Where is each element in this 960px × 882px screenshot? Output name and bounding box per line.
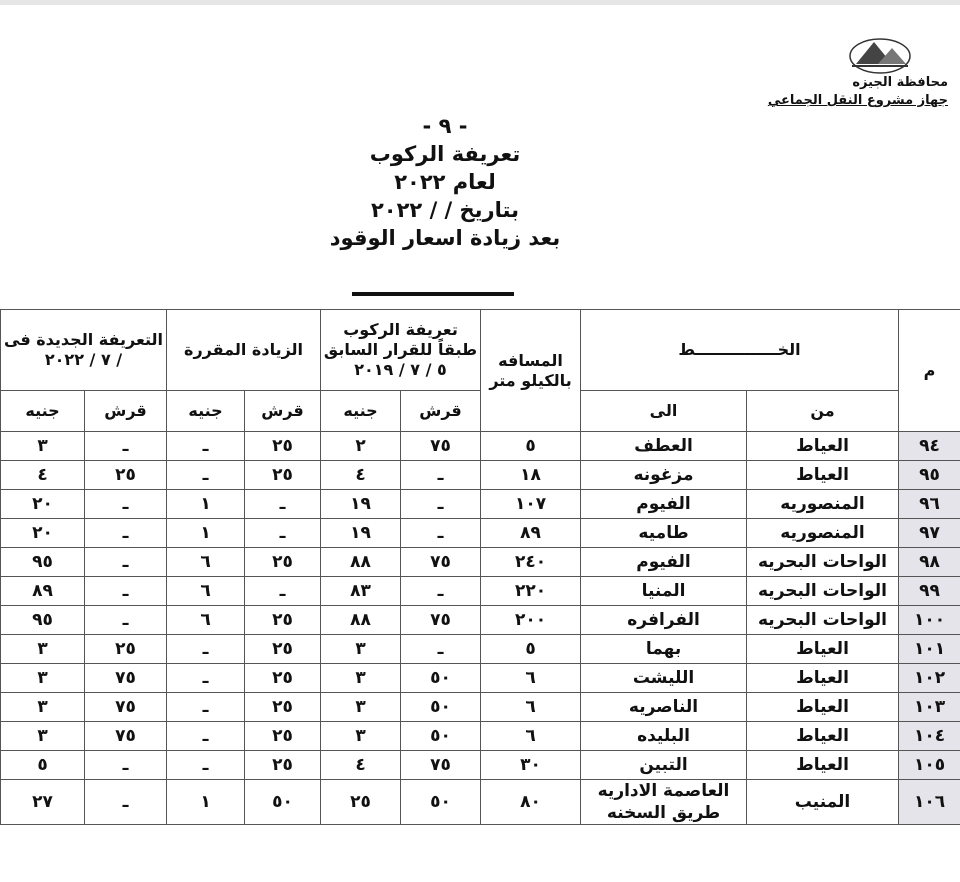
cell-to: المنيا [581, 577, 747, 606]
organization-header [768, 74, 948, 110]
cell-from: المنيب [747, 780, 899, 825]
cell-prev-piasters: ٧٥ [401, 751, 481, 780]
cell-inc-piasters: ٢٥ [245, 606, 321, 635]
cell-serial: ٩٨ [899, 548, 960, 577]
cell-inc-piasters: ٢٥ [245, 751, 321, 780]
cell-distance: ٢٤٠ [481, 548, 581, 577]
cell-inc-piasters: ٢٥ [245, 722, 321, 751]
cell-to: بهما [581, 635, 747, 664]
cell-from: المنصوريه [747, 519, 899, 548]
cell-inc-piasters: ٥٠ [245, 780, 321, 825]
cell-to: التبين [581, 751, 747, 780]
cell-prev-pounds: ١٩ [321, 519, 401, 548]
cell-inc-pounds: ٦ [167, 577, 245, 606]
cell-prev-pounds: ٢ [321, 432, 401, 461]
cell-from: الواحات البحريه [747, 577, 899, 606]
table-body [1, 432, 960, 825]
cell-prev-pounds: ٨٨ [321, 606, 401, 635]
table-row [1, 490, 960, 519]
cell-serial: ١٠٤ [899, 722, 960, 751]
cell-from: الواحات البحريه [747, 548, 899, 577]
cell-prev-pounds: ٣ [321, 664, 401, 693]
cell-from: العياط [747, 722, 899, 751]
top-strip [0, 0, 960, 5]
cell-new-pounds: ٤ [1, 461, 85, 490]
cell-prev-piasters: ٧٥ [401, 606, 481, 635]
cell-new-pounds: ٣ [1, 635, 85, 664]
cell-to: طاميه [581, 519, 747, 548]
cell-from: العياط [747, 693, 899, 722]
cell-inc-piasters: ٢٥ [245, 635, 321, 664]
cell-prev-piasters: ـ [401, 577, 481, 606]
cell-serial: ١٠٦ [899, 780, 960, 825]
header-prev-pounds: جنيه [321, 391, 401, 432]
cell-from: العياط [747, 635, 899, 664]
cell-inc-piasters: ٢٥ [245, 461, 321, 490]
cell-prev-piasters: ـ [401, 490, 481, 519]
page-number: - ٩ - [422, 114, 468, 138]
table-row [1, 548, 960, 577]
header-previous-tariff: تعريفة الركوب طبقاً للقرار السابق ٥ / ٧ / ٢٠١٩ [321, 310, 481, 391]
cell-inc-pounds: ٦ [167, 548, 245, 577]
document-title: تعريفة الركوب [369, 142, 521, 166]
tariff-table [0, 309, 960, 825]
cell-from: العياط [747, 664, 899, 693]
cell-from: العياط [747, 461, 899, 490]
cell-new-piasters: ٧٥ [85, 693, 167, 722]
cell-distance: ٢٢٠ [481, 577, 581, 606]
cell-serial: ١٠١ [899, 635, 960, 664]
header-increase: الزيادة المقررة [167, 310, 321, 391]
cell-inc-pounds: ٦ [167, 606, 245, 635]
cell-new-piasters: ٢٥ [85, 635, 167, 664]
cell-prev-piasters: ٥٠ [401, 664, 481, 693]
cell-serial: ١٠٣ [899, 693, 960, 722]
cell-distance: ٨٠ [481, 780, 581, 825]
cell-new-pounds: ٣ [1, 432, 85, 461]
cell-prev-pounds: ٨٨ [321, 548, 401, 577]
cell-to: الفيوم [581, 548, 747, 577]
cell-new-piasters: ـ [85, 577, 167, 606]
cell-to: العطف [581, 432, 747, 461]
cell-inc-piasters: ٢٥ [245, 548, 321, 577]
cell-prev-piasters: ـ [401, 519, 481, 548]
cell-new-pounds: ٢٧ [1, 780, 85, 825]
header-inc-pounds: جنيه [167, 391, 245, 432]
cell-to-line2: طريق السخنه [606, 803, 721, 823]
cell-prev-pounds: ٨٣ [321, 577, 401, 606]
document-subtitle: بعد زيادة اسعار الوقود [329, 226, 561, 250]
table-header-row [1, 310, 960, 391]
table-row [1, 432, 960, 461]
cell-inc-piasters: ٢٥ [245, 693, 321, 722]
header-from: من [747, 391, 899, 432]
header-new-tariff: التعريفة الجديدة فى / ٧ / ٢٠٢٢ [1, 310, 167, 391]
cell-to: الليشت [581, 664, 747, 693]
cell-new-piasters: ٢٥ [85, 461, 167, 490]
cell-new-piasters: ـ [85, 751, 167, 780]
cell-to: الفرافره [581, 606, 747, 635]
cell-inc-pounds: ١ [167, 780, 245, 825]
document-date: بتاريخ / / ٢٠٢٢ [370, 198, 519, 222]
cell-inc-pounds: ـ [167, 635, 245, 664]
header-new-pounds: جنيه [1, 391, 85, 432]
cell-inc-piasters: ـ [245, 519, 321, 548]
cell-new-pounds: ٨٩ [1, 577, 85, 606]
cell-distance: ١٨ [481, 461, 581, 490]
cell-prev-piasters: ٧٥ [401, 432, 481, 461]
title-underline [352, 292, 514, 296]
cell-inc-pounds: ـ [167, 432, 245, 461]
cell-prev-pounds: ٣ [321, 693, 401, 722]
cell-new-piasters: ٧٥ [85, 722, 167, 751]
cell-prev-pounds: ٣ [321, 722, 401, 751]
cell-distance: ٥ [481, 432, 581, 461]
cell-inc-piasters: ٢٥ [245, 432, 321, 461]
cell-prev-piasters: ٥٠ [401, 780, 481, 825]
header-to: الى [581, 391, 747, 432]
cell-to: البليده [581, 722, 747, 751]
cell-to-line1: العاصمة الاداريه [597, 781, 730, 801]
cell-serial: ٩٤ [899, 432, 960, 461]
cell-inc-pounds: ـ [167, 722, 245, 751]
document-title-block [290, 112, 600, 252]
cell-distance: ٣٠ [481, 751, 581, 780]
cell-distance: ٦ [481, 722, 581, 751]
cell-new-piasters: ـ [85, 519, 167, 548]
cell-from: الواحات البحريه [747, 606, 899, 635]
header-new-piasters: قرش [85, 391, 167, 432]
cell-new-piasters: ـ [85, 548, 167, 577]
cell-inc-pounds: ـ [167, 664, 245, 693]
cell-new-piasters: ـ [85, 606, 167, 635]
cell-to: الناصريه [581, 693, 747, 722]
cell-inc-piasters: ـ [245, 577, 321, 606]
cell-new-pounds: ٣ [1, 693, 85, 722]
table-row [1, 722, 960, 751]
cell-from: العياط [747, 432, 899, 461]
cell-serial: ٩٥ [899, 461, 960, 490]
cell-to [581, 780, 747, 825]
cell-inc-pounds: ـ [167, 751, 245, 780]
cell-prev-pounds: ٣ [321, 635, 401, 664]
cell-new-pounds: ٣ [1, 722, 85, 751]
table-row [1, 635, 960, 664]
table-row [1, 664, 960, 693]
cell-to: مزغونه [581, 461, 747, 490]
cell-serial: ٩٦ [899, 490, 960, 519]
cell-from: المنصوريه [747, 490, 899, 519]
table-subheader-row [1, 391, 960, 432]
org-name-line1: محافظة الجيزه [852, 75, 948, 90]
cell-distance: ٦ [481, 664, 581, 693]
org-name-line2: جهاز مشروع النقل الجماعي [767, 93, 948, 108]
cell-prev-pounds: ٢٥ [321, 780, 401, 825]
cell-distance: ٦ [481, 693, 581, 722]
table-row [1, 693, 960, 722]
header-serial: م [899, 310, 960, 432]
cell-serial: ١٠٥ [899, 751, 960, 780]
document-year: لعام ٢٠٢٢ [394, 170, 496, 194]
cell-inc-pounds: ـ [167, 461, 245, 490]
table-row [1, 519, 960, 548]
cell-serial: ١٠٢ [899, 664, 960, 693]
cell-prev-pounds: ١٩ [321, 490, 401, 519]
cell-inc-piasters: ـ [245, 490, 321, 519]
cell-new-piasters: ـ [85, 432, 167, 461]
cell-new-pounds: ٩٥ [1, 606, 85, 635]
cell-prev-piasters: ـ [401, 635, 481, 664]
table-row [1, 751, 960, 780]
cell-new-piasters: ـ [85, 780, 167, 825]
cell-serial: ١٠٠ [899, 606, 960, 635]
cell-serial: ٩٧ [899, 519, 960, 548]
table-row [1, 780, 960, 825]
cell-serial: ٩٩ [899, 577, 960, 606]
header-distance: المسافه بالكيلو متر [481, 310, 581, 432]
cell-new-piasters: ٧٥ [85, 664, 167, 693]
header-route: الخـــــــــــــــط [581, 310, 899, 391]
header-prev-piasters: قرش [401, 391, 481, 432]
cell-distance: ١٠٧ [481, 490, 581, 519]
cell-prev-piasters: ٥٠ [401, 722, 481, 751]
cell-new-piasters: ـ [85, 490, 167, 519]
cell-prev-piasters: ٧٥ [401, 548, 481, 577]
cell-prev-piasters: ـ [401, 461, 481, 490]
cell-inc-pounds: ١ [167, 519, 245, 548]
cell-to: الفيوم [581, 490, 747, 519]
cell-inc-pounds: ١ [167, 490, 245, 519]
table-row [1, 461, 960, 490]
cell-new-pounds: ٩٥ [1, 548, 85, 577]
cell-distance: ٨٩ [481, 519, 581, 548]
cell-new-pounds: ٢٠ [1, 519, 85, 548]
cell-inc-piasters: ٢٥ [245, 664, 321, 693]
table-row [1, 577, 960, 606]
table-row [1, 606, 960, 635]
cell-distance: ٥ [481, 635, 581, 664]
cell-prev-pounds: ٤ [321, 461, 401, 490]
cell-from: العياط [747, 751, 899, 780]
cell-new-pounds: ٣ [1, 664, 85, 693]
cell-inc-pounds: ـ [167, 693, 245, 722]
cell-new-pounds: ٢٠ [1, 490, 85, 519]
cell-distance: ٢٠٠ [481, 606, 581, 635]
pyramids-logo-icon [848, 34, 912, 74]
cell-new-pounds: ٥ [1, 751, 85, 780]
cell-prev-pounds: ٤ [321, 751, 401, 780]
cell-prev-piasters: ٥٠ [401, 693, 481, 722]
header-inc-piasters: قرش [245, 391, 321, 432]
